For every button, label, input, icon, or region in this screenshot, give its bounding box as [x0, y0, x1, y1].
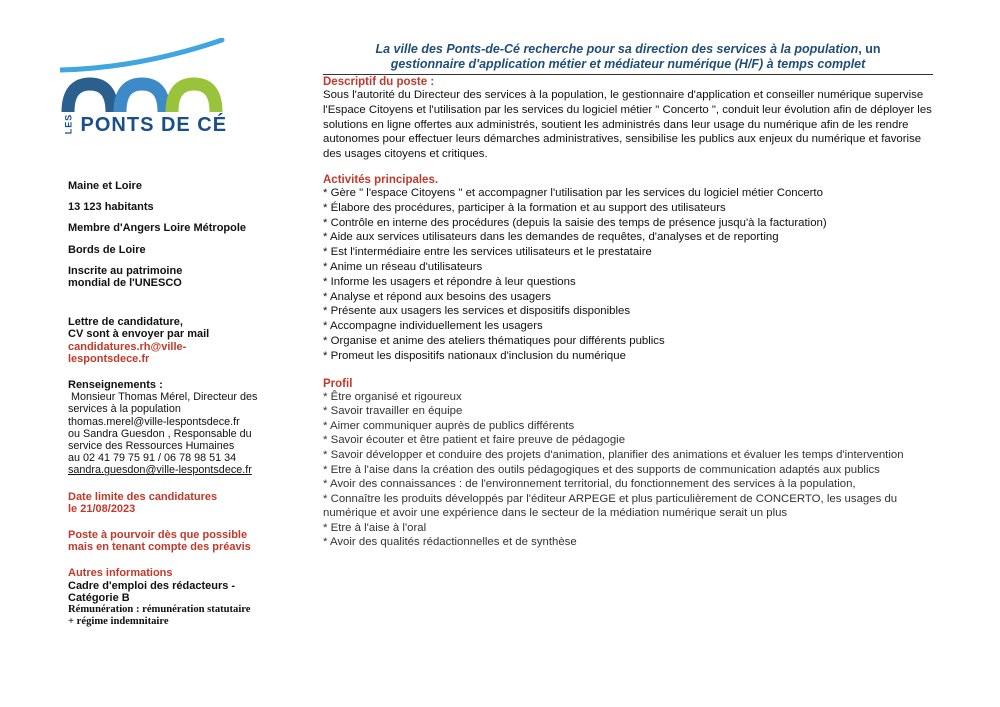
activite-item: * Promeut les dispositifs nationaux d'inclusion du numérique [323, 349, 626, 362]
main-content [323, 42, 933, 550]
activites-title: Activités principales. [323, 173, 439, 186]
info-line-1: Monsieur Thomas Mérel, Directeur des [68, 391, 258, 404]
page-title [323, 42, 933, 75]
profil-list [323, 390, 933, 551]
post-line-2: mais en tenant compte des préavis [68, 541, 251, 554]
activite-item: * Organise et anime des ateliers thématiques pour différents publics [323, 334, 665, 347]
info-line-5: service des Ressources Humaines [68, 440, 235, 453]
profil-title: Profil [323, 377, 353, 390]
info-phone: au 02 41 79 75 91 / 06 78 98 51 34 [68, 452, 237, 465]
title-line-2: gestionnaire d'application métier et médiateur numérique (H/F) à temps complet [390, 57, 866, 71]
apply-email-2[interactable]: lespontsdece.fr [68, 352, 150, 365]
activite-item: * Anime un réseau d'utilisateurs [323, 260, 483, 273]
deadline-label: Date limite des candidatures [68, 490, 218, 503]
apply-email-1[interactable]: candidatures.rh@ville- [68, 340, 187, 353]
logo-les: LES [63, 113, 74, 135]
profil-item: * Avoir des connaissances : de l'environnement territorial, du fonctionnement des services à la population, [323, 478, 856, 491]
profil-item: * Savoir travailler en équipe [323, 405, 463, 418]
title-suffix: , un [858, 42, 881, 56]
info-email-merel[interactable]: thomas.merel@ville-lespontsdece.fr [68, 415, 240, 428]
title-line-1 [323, 42, 933, 57]
logo-arches-icon [60, 38, 230, 116]
descriptif-title: Descriptif du poste : [323, 76, 435, 88]
profil-item: * Savoir écouter et être patient et faire preuve de pédagogie [323, 434, 626, 447]
activite-item: * Gère " l'espace Citoyens " et accompagner l'utilisation par les services du logiciel métier Concerto [323, 186, 823, 199]
profil-item: * Connaître les produits développés par l'éditeur ARPEGE et plus particulièrement de CONCERTO, les usages du numérique et avoir une expérience dans le secteur de la médiation numérique serait un plus [323, 492, 898, 520]
info-line-2: services à la population [68, 403, 181, 416]
fact-unesco-1: Inscrite au patrimoine [68, 264, 183, 277]
sidebar [68, 180, 280, 628]
logo-wordmark [60, 114, 227, 137]
deadline-date: le 21/08/2023 [68, 502, 136, 515]
activite-item: * Est l'intermédiaire entre les services utilisateurs et le prestataire [323, 246, 652, 259]
activite-item: * Présente aux usagers les services et dispositifs disponibles [323, 305, 631, 318]
activite-item: * Élabore des procédures, participer à la formation et au support des utilisateurs [323, 201, 726, 214]
fact-metropole: Membre d'Angers Loire Métropole [68, 222, 247, 235]
descriptif-text: Sous l'autorité du Directeur des services à la population, le gestionnaire d'application et conseiller numérique supervise l'Espace Citoyens et l'utilisation par les services du logiciel métier " Concerto ", conduit leur évolution afin de déployer les solutions en ligne offertes aux administrés, soutient les administrés dans leur usage du numérique afin de les rendre autonomes pour effectuer leurs démarches administratives, sensibilise les publics aux enjeux du numérique et favorise des usages citoyens et critiques. [323, 89, 932, 161]
activite-item: * Accompagne individuellement les usagers [323, 320, 543, 333]
profil-item: * Être organisé et rigoureux [323, 390, 462, 403]
activite-item: * Aide aux services utilisateurs dans les demandes de requêtes, d'analyses et de reporting [323, 231, 779, 244]
profil-item: * Etre à l'aise à l'oral [323, 521, 427, 534]
logo-name: PONTS DE CÉ [80, 114, 228, 136]
activite-item: * Informe les usagers et répondre à leur questions [323, 275, 576, 288]
info-email-guesdon[interactable]: sandra.guesdon@ville-lespontsdece.fr [68, 464, 252, 477]
other-cadre: Cadre d'emploi des rédacteurs - [68, 579, 236, 592]
apply-line-2: CV sont à envoyer par mail [68, 328, 210, 341]
fact-loire: Bords de Loire [68, 243, 146, 256]
profil-item: * Savoir développer et conduire des projets d'animation, planifier des animations et évaluer les temps d'intervention [323, 448, 904, 461]
title-prefix: La ville des Ponts-de-Cé recherche pour sa direction des services à la population [375, 42, 859, 56]
fact-population: 13 123 habitants [68, 201, 154, 214]
other-categorie: Catégorie B [68, 591, 130, 604]
city-logo [60, 38, 230, 148]
info-title: Renseignements : [68, 379, 163, 392]
profil-item: * Etre à l'aise dans la création des outils pédagogiques et des supports de communication adaptés aux publics [323, 463, 880, 476]
other-title: Autres informations [68, 567, 173, 580]
profil-item: * Aimer communiquer auprès de publics différents [323, 419, 575, 432]
activites-list [323, 186, 933, 364]
activite-item: * Analyse et répond aux besoins des usagers [323, 290, 551, 303]
other-pay-2: + régime indemnitaire [68, 616, 169, 628]
activite-item: * Contrôle en interne des procédures (depuis la saisie des temps de présence jusqu'à la facturation) [323, 216, 827, 229]
other-pay-1: Rémunération : rémunération statutaire [68, 604, 251, 616]
fact-unesco-2: mondial de l'UNESCO [68, 277, 182, 290]
apply-line-1: Lettre de candidature, [68, 316, 183, 329]
info-line-4: ou Sandra Guesdon , Responsable du [68, 427, 252, 440]
post-line-1: Poste à pourvoir dès que possible [68, 529, 248, 542]
fact-department: Maine et Loire [68, 180, 142, 192]
profil-item: * Avoir des qualités rédactionnelles et de synthèse [323, 536, 577, 549]
